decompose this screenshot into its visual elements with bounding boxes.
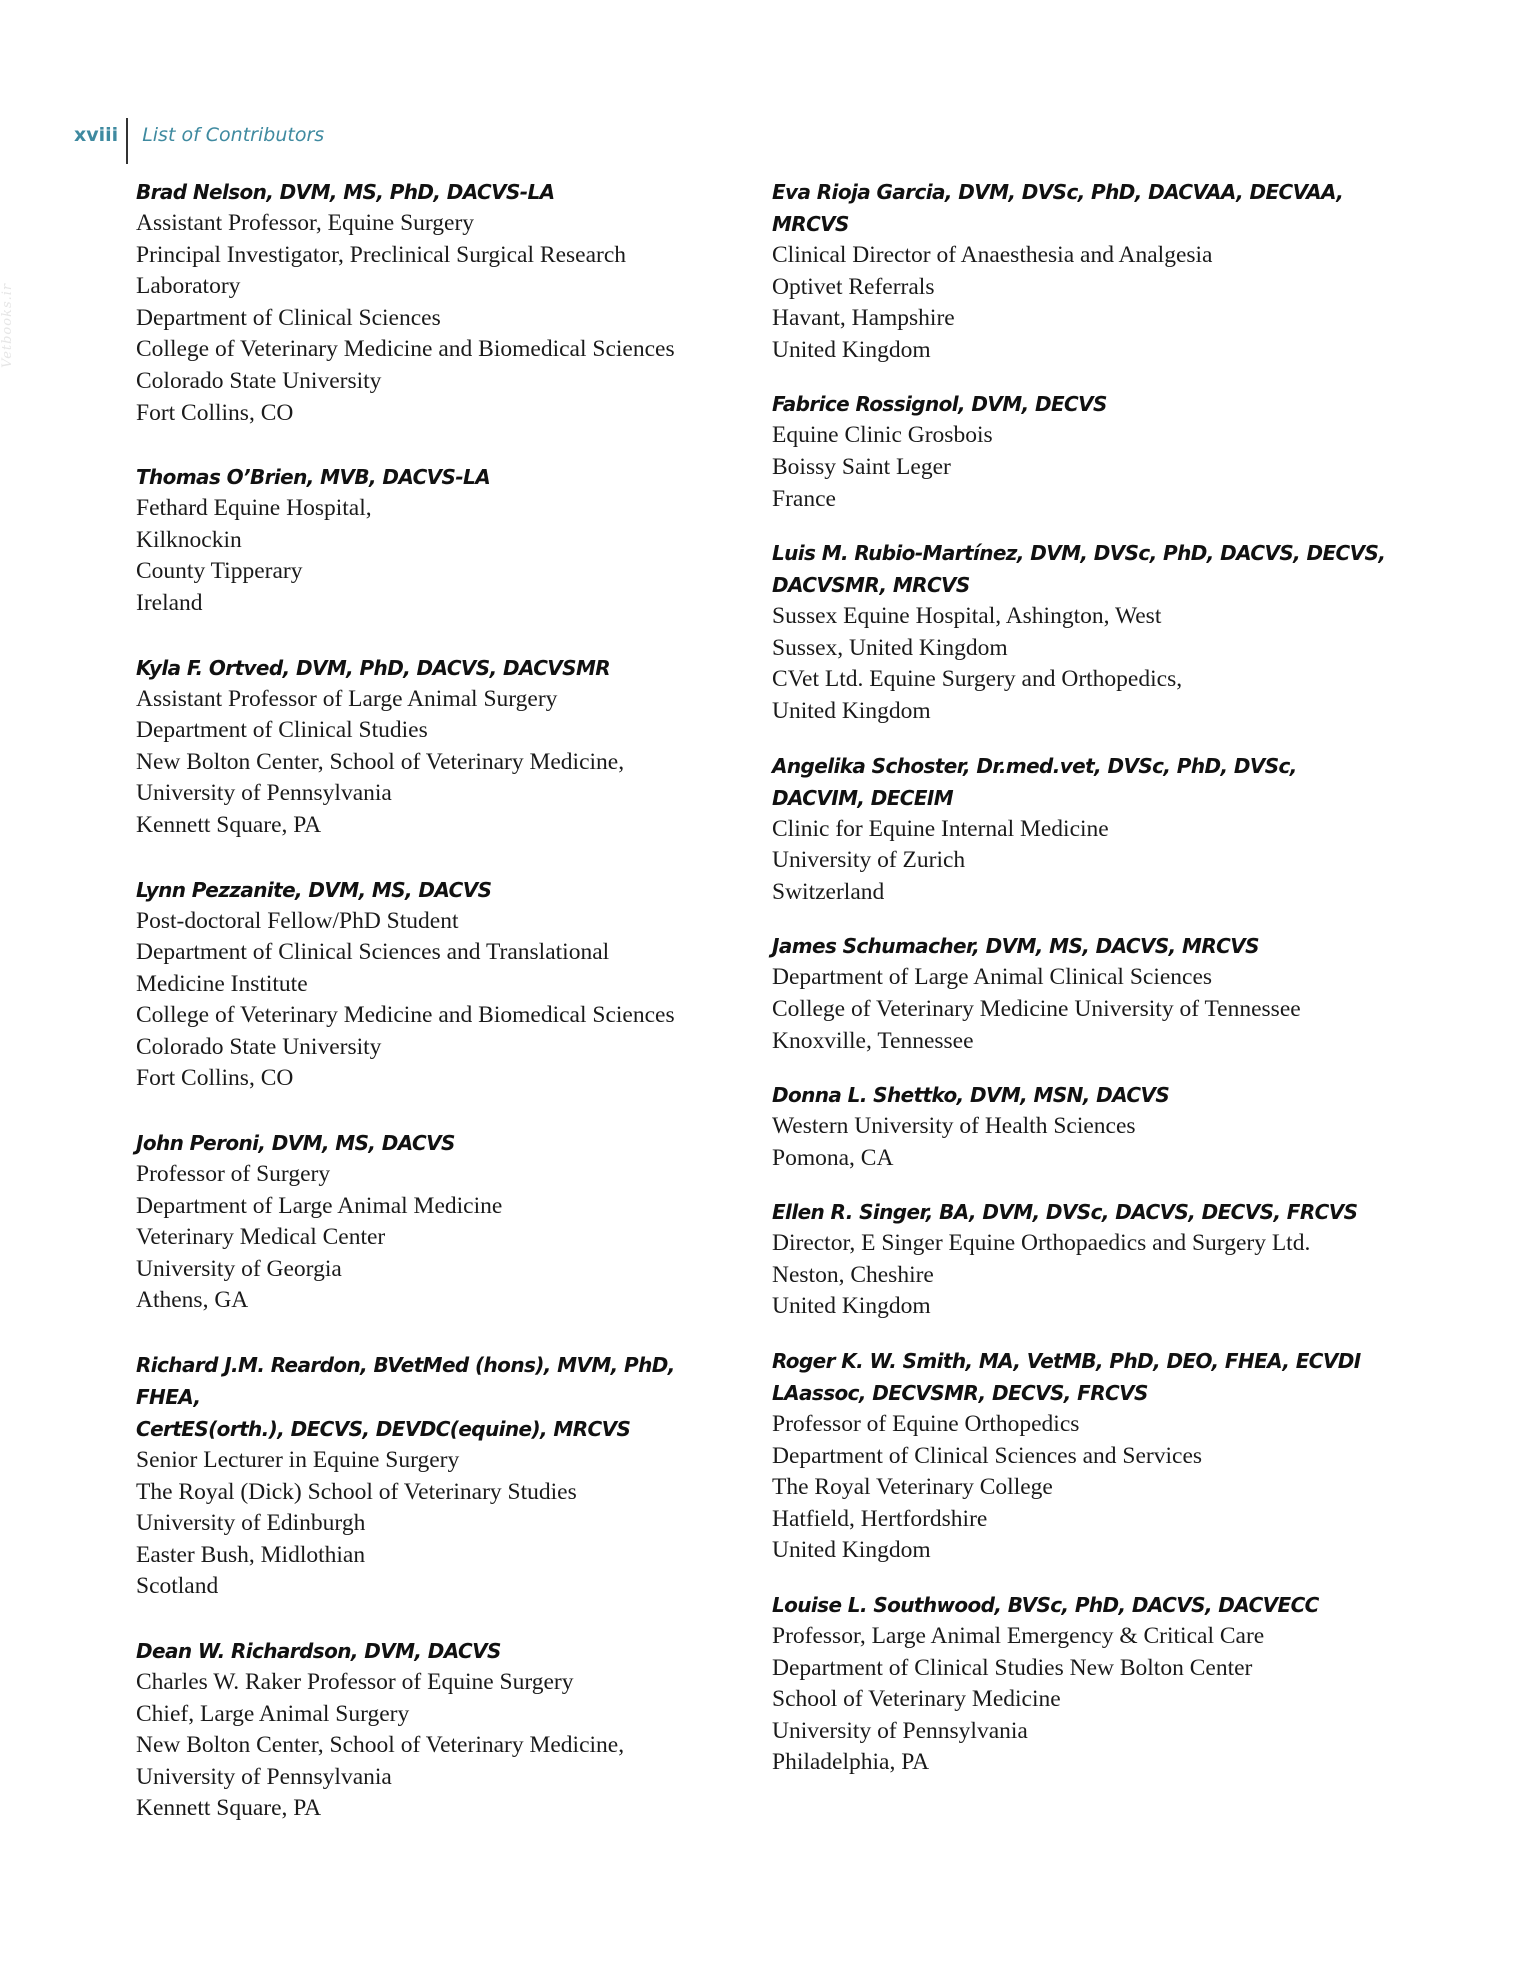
affiliation-line: Professor of Equine Orthopedics	[772, 1411, 1080, 1438]
affiliation-line: The Royal Veterinary College	[772, 1474, 1053, 1501]
affiliation-line: France	[772, 485, 836, 512]
contributor-name: Luis M. Rubio-Martínez, DVM, DVSc, PhD, DACVS, DECVS,	[772, 541, 1386, 566]
contributor-entry	[772, 388, 1412, 515]
affiliation-line: Chief, Large Animal Surgery	[136, 1700, 410, 1727]
contributor-name: Dean W. Richardson, DVM, DACVS	[136, 1639, 501, 1663]
contributor-name: Roger K. W. Smith, MA, VetMB, PhD, DEO, FHEA, ECVDI	[772, 1349, 1361, 1374]
affiliation-line: University of Zurich	[772, 847, 966, 874]
contributor-name: DACVIM, DECEIM	[772, 785, 954, 810]
affiliation-line: University of Pennsylvania	[136, 1763, 392, 1790]
affiliation-line: Principal Investigator, Preclinical Surgical Research	[136, 241, 627, 268]
affiliation-line: United Kingdom	[772, 336, 931, 363]
affiliation-line: Fethard Equine Hospital,	[136, 495, 372, 522]
affiliation-line: Ireland	[136, 589, 203, 616]
contributor-name: MRCVS	[772, 212, 849, 236]
contributor-entry	[772, 930, 1412, 1057]
affiliation-line: Kilknockin	[136, 526, 242, 553]
contributor-name: Kyla F. Ortved, DVM, PhD, DACVS, DACVSMR	[136, 655, 611, 680]
contributor-entry	[772, 1196, 1412, 1323]
affiliation-line: Knoxville, Tennessee	[772, 1027, 974, 1054]
affiliation-line: Philadelphia, PA	[772, 1749, 930, 1776]
affiliation-line: Assistant Professor of Large Animal Surgery	[136, 685, 558, 712]
affiliation-line: University of Pennsylvania	[136, 780, 392, 807]
affiliation-line: Sussex Equine Hospital, Ashington, West	[772, 603, 1162, 630]
contributor-name: Thomas O’Brien, MVB, DACVS-LA	[136, 465, 491, 490]
contributor-entry	[136, 652, 736, 842]
contributor-name: Fabrice Rossignol, DVM, DECVS	[772, 392, 1107, 417]
affiliation-line: Easter Bush, Midlothian	[136, 1541, 366, 1568]
contributor-name: Angelika Schoster, Dr.med.vet, DVSc, PhD, DVSc,	[772, 753, 1297, 778]
affiliation-line: CVet Ltd. Equine Surgery and Orthopedics,	[772, 666, 1183, 693]
affiliation-line: Fort Collins, CO	[136, 399, 294, 426]
running-head: List of Contributors	[142, 124, 325, 146]
affiliation-line: Director, E Singer Equine Orthopaedics and Surgery Ltd.	[772, 1230, 1311, 1257]
affiliation-line: Department of Large Animal Clinical Sciences	[772, 964, 1213, 991]
contributor-name: Richard J.M. Reardon, BVetMed (hons), MVM, PhD, FHEA,	[136, 1353, 675, 1410]
affiliation-line: Veterinary Medical Center	[136, 1224, 386, 1251]
affiliation-line: New Bolton Center, School of Veterinary Medicine,	[136, 1732, 625, 1759]
contributor-entry	[772, 537, 1412, 727]
affiliation-line: Kennett Square, PA	[136, 1795, 322, 1822]
contributor-name: Brad Nelson, DVM, MS, PhD, DACVS-LA	[136, 180, 555, 204]
affiliation-line: Hatfield, Hertfordshire	[772, 1505, 988, 1532]
affiliation-line: Clinic for Equine Internal Medicine	[772, 815, 1109, 842]
affiliation-line: College of Veterinary Medicine and Biomedical Sciences	[136, 336, 675, 363]
affiliation-line: Pomona, CA	[772, 1144, 894, 1171]
contributor-entry	[136, 1635, 736, 1825]
affiliation-line: United Kingdom	[772, 1537, 931, 1564]
affiliation-line: Charles W. Raker Professor of Equine Surgery	[136, 1669, 574, 1695]
affiliation-line: Boissy Saint Leger	[772, 453, 951, 480]
affiliation-line: Professor, Large Animal Emergency & Critical Care	[772, 1623, 1265, 1650]
contributor-name: Eva Rioja Garcia, DVM, DVSc, PhD, DACVAA, DECVAA,	[772, 180, 1344, 204]
affiliation-line: The Royal (Dick) School of Veterinary Studies	[136, 1478, 577, 1505]
contributor-entry	[772, 1589, 1412, 1779]
affiliation-line: Havant, Hampshire	[772, 305, 955, 332]
affiliation-line: College of Veterinary Medicine and Biomedical Sciences	[136, 1002, 675, 1029]
affiliation-line: Medicine Institute	[136, 970, 308, 997]
affiliation-line: Optivet Referrals	[772, 273, 935, 300]
contributor-name: Louise L. Southwood, BVSc, PhD, DACVS, DACVECC	[772, 1593, 1319, 1618]
affiliation-line: Clinical Director of Anaesthesia and Analgesia	[772, 242, 1213, 268]
affiliation-line: United Kingdom	[772, 1293, 931, 1320]
affiliation-line: County Tipperary	[136, 558, 303, 585]
affiliation-line: Department of Clinical Sciences	[136, 304, 441, 331]
left-column	[136, 176, 736, 1825]
affiliation-line: Colorado State University	[136, 367, 382, 394]
contributor-name: James Schumacher, DVM, MS, DACVS, MRCVS	[772, 934, 1259, 959]
affiliation-line: Department of Large Animal Medicine	[136, 1192, 503, 1219]
affiliation-line: University of Pennsylvania	[772, 1717, 1028, 1744]
contributor-name: CertES(orth.), DECVS, DEVDC(equine), MRCVS	[136, 1417, 631, 1442]
contributor-entry	[136, 176, 736, 429]
affiliation-line: College of Veterinary Medicine University of Tennessee	[772, 995, 1301, 1022]
contributor-name: LAassoc, DECVSMR, DECVS, FRCVS	[772, 1381, 1148, 1406]
affiliation-line: Department of Clinical Sciences and Services	[772, 1442, 1203, 1469]
contributor-name: Ellen R. Singer, BA, DVM, DVSc, DACVS, DECVS, FRCVS	[772, 1200, 1358, 1225]
affiliation-line: School of Veterinary Medicine	[772, 1686, 1061, 1713]
affiliation-line: Senior Lecturer in Equine Surgery	[136, 1447, 460, 1474]
right-column	[772, 176, 1412, 1779]
affiliation-line: Switzerland	[772, 878, 885, 905]
affiliation-line: Athens, GA	[136, 1287, 249, 1314]
contributor-name: Lynn Pezzanite, DVM, MS, DACVS	[136, 877, 492, 902]
page-header	[74, 118, 324, 164]
affiliation-line: Neston, Cheshire	[772, 1261, 934, 1288]
contributor-entry	[136, 461, 736, 619]
contributor-entry	[772, 1079, 1412, 1174]
affiliation-line: Department of Clinical Studies New Bolton Center	[772, 1654, 1253, 1681]
contributor-entry	[136, 874, 736, 1096]
contributor-entry	[772, 1345, 1412, 1567]
affiliation-line: Western University of Health Sciences	[772, 1113, 1136, 1140]
affiliation-line: Laboratory	[136, 273, 241, 300]
affiliation-line: New Bolton Center, School of Veterinary Medicine,	[136, 748, 625, 775]
affiliation-line: Equine Clinic Grosbois	[772, 422, 993, 449]
contributor-name: DACVSMR, MRCVS	[772, 573, 970, 598]
affiliation-line: Department of Clinical Sciences and Translational	[136, 939, 610, 966]
affiliation-line: Sussex, United Kingdom	[772, 634, 1008, 661]
contributor-name: John Peroni, DVM, MS, DACVS	[136, 1131, 455, 1156]
affiliation-line: Department of Clinical Studies	[136, 717, 428, 744]
contributor-entry	[136, 1349, 736, 1603]
affiliation-line: Post-doctoral Fellow/PhD Student	[136, 907, 459, 934]
affiliation-line: Scotland	[136, 1573, 219, 1600]
affiliation-line: Colorado State University	[136, 1033, 382, 1060]
affiliation-line: Professor of Surgery	[136, 1161, 331, 1188]
affiliation-line: United Kingdom	[772, 697, 931, 724]
contributor-entry	[772, 176, 1412, 366]
contributor-name: Donna L. Shettko, DVM, MSN, DACVS	[772, 1083, 1170, 1108]
affiliation-line: University of Edinburgh	[136, 1510, 366, 1537]
affiliation-line: University of Georgia	[136, 1255, 342, 1282]
affiliation-line: Fort Collins, CO	[136, 1065, 294, 1092]
contributor-entry	[136, 1127, 736, 1317]
affiliation-line: Assistant Professor, Equine Surgery	[136, 210, 475, 236]
page-number: xviii	[74, 124, 119, 146]
header-divider	[126, 118, 128, 164]
watermark: Vetbooks.ir	[0, 282, 15, 368]
affiliation-line: Kennett Square, PA	[136, 811, 322, 838]
contributor-entry	[772, 750, 1412, 909]
